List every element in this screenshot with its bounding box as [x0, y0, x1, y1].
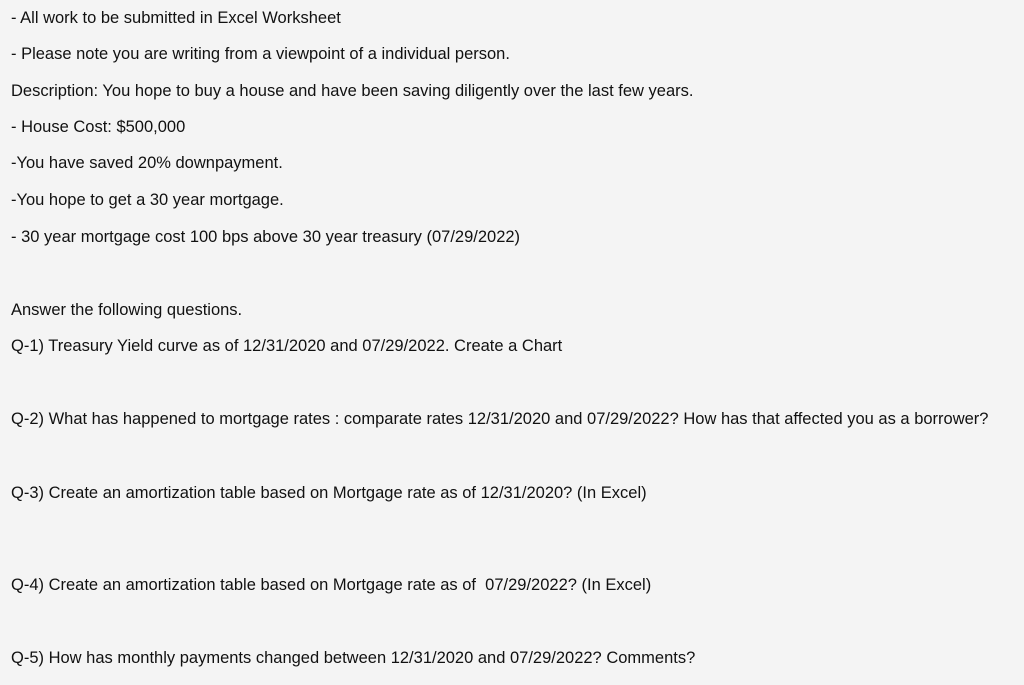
question-5: Q-5) How has monthly payments changed between 12/31/2020 and 07/29/2022? Comments? [11, 649, 696, 667]
scenario-description: Description: You hope to buy a house and have been saving diligently over the last few years. [11, 82, 694, 100]
mortgage-cost-note: - 30 year mortgage cost 100 bps above 30 year treasury (07/29/2022) [11, 228, 521, 246]
question-2: Q-2) What has happened to mortgage rates : comparate rates 12/31/2020 and 07/29/2022? How has that affected you as a borrower? [11, 410, 989, 428]
downpayment-note: -You have saved 20% downpayment. [11, 154, 283, 172]
question-4: Q-4) Create an amortization table based on Mortgage rate as of 07/29/2022? (In Excel) [11, 576, 652, 594]
mortgage-term-note: -You hope to get a 30 year mortgage. [11, 191, 284, 209]
excel-submission-note: - All work to be submitted in Excel Worksheet [11, 9, 341, 27]
question-3: Q-3) Create an amortization table based on Mortgage rate as of 12/31/2020? (In Excel) [11, 484, 647, 502]
questions-intro: Answer the following questions. [11, 301, 243, 319]
house-cost: - House Cost: $500,000 [11, 118, 186, 136]
viewpoint-note: - Please note you are writing from a viewpoint of a individual person. [11, 45, 510, 63]
question-1: Q-1) Treasury Yield curve as of 12/31/2020 and 07/29/2022. Create a Chart [11, 337, 563, 355]
